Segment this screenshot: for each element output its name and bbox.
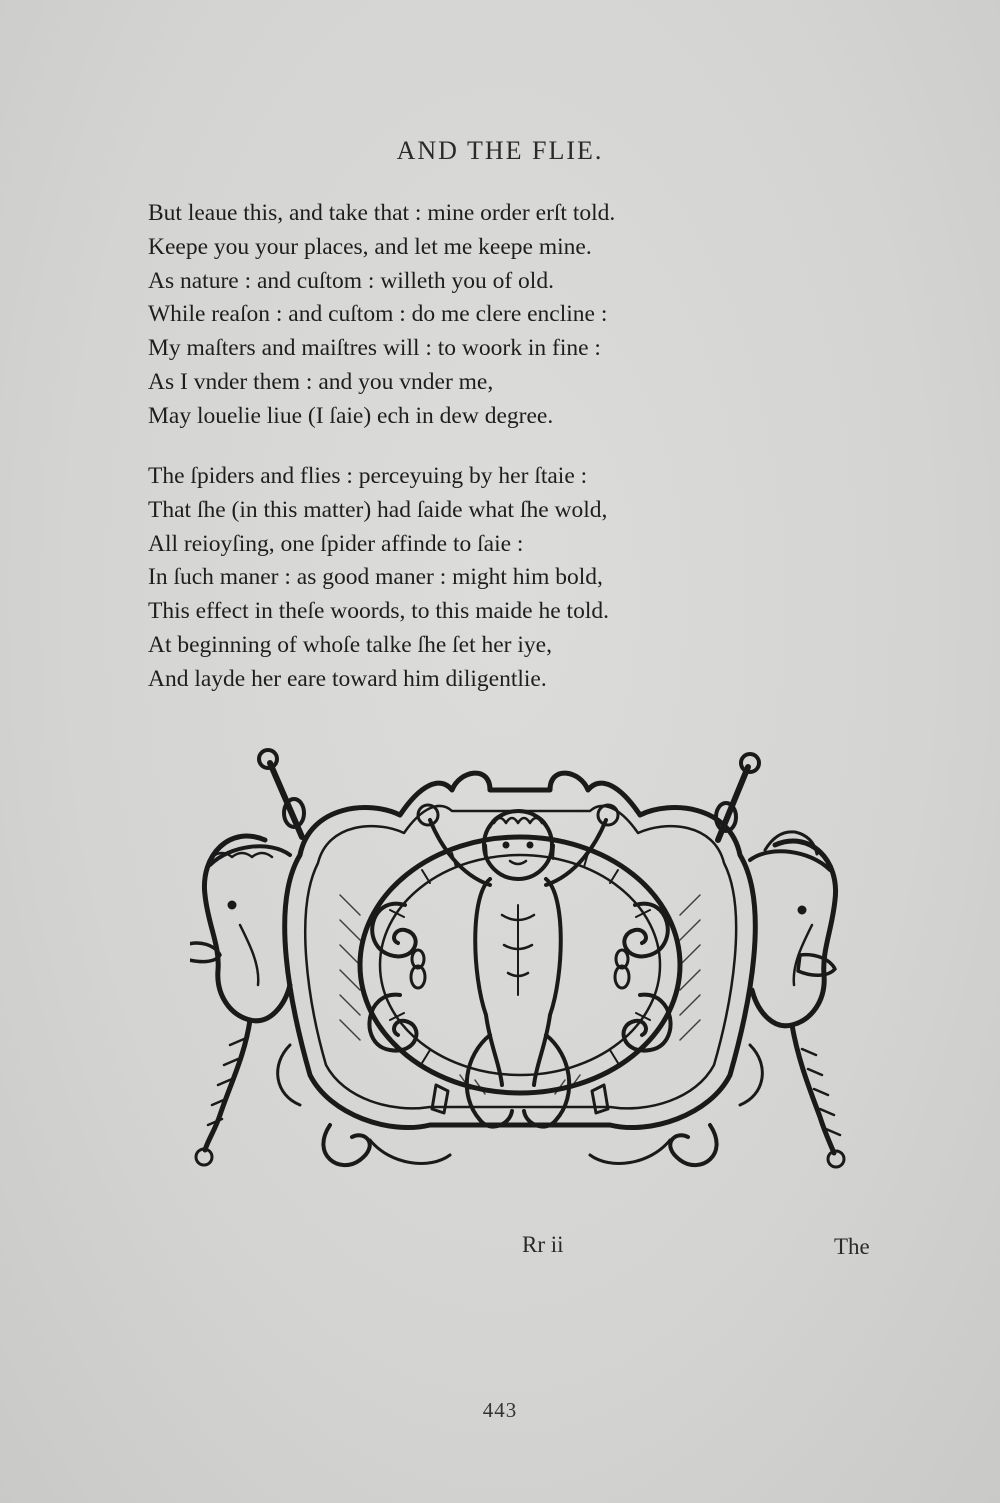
verse-line: But leaue this, and take that : mine order erſt told. <box>148 200 616 226</box>
verse-line: In ſuch maner : as good maner : might him bold, <box>148 564 603 591</box>
verse-line: The ſpiders and flies : perceyuing by her ſtaie : <box>148 463 588 489</box>
page-number: 443 <box>482 1398 518 1422</box>
running-head: AND THE FLIE. <box>396 136 604 165</box>
verse-line: As I vnder them : and you vnder me, <box>148 368 494 395</box>
verse-line: Keepe you your places, and let me keepe mine. <box>148 233 592 260</box>
stanza-2 <box>148 460 848 697</box>
stanza-1 <box>148 197 848 434</box>
verse-line: May louelie liue (I ſaie) ech in dew degree. <box>148 402 554 429</box>
signature-mark: Rr ii <box>522 1232 564 1257</box>
verse-line: All reioyſing, one ſpider affinde to ſaie : <box>148 530 524 557</box>
catchword: The <box>834 1234 870 1259</box>
verse-line: That ſhe (in this matter) had ſaide what ſhe wold, <box>148 496 608 523</box>
verse-line: As nature : and cuſtom : willeth you of old. <box>148 267 554 294</box>
verse-line: While reaſon : and cuſtom : do me clere encline : <box>148 301 608 328</box>
verse-line: This effect in theſe woords, to this maide he told. <box>148 598 609 625</box>
verse-line: My maſters and maiſtres will : to woork in fine : <box>148 335 601 362</box>
verse-line: And layde her eare toward him diligentlie. <box>148 665 547 692</box>
verse-line: At beginning of whoſe talke ſhe ſet her iye, <box>148 631 552 658</box>
woodcut-ornament-cherub-masks-icon <box>190 745 850 1185</box>
